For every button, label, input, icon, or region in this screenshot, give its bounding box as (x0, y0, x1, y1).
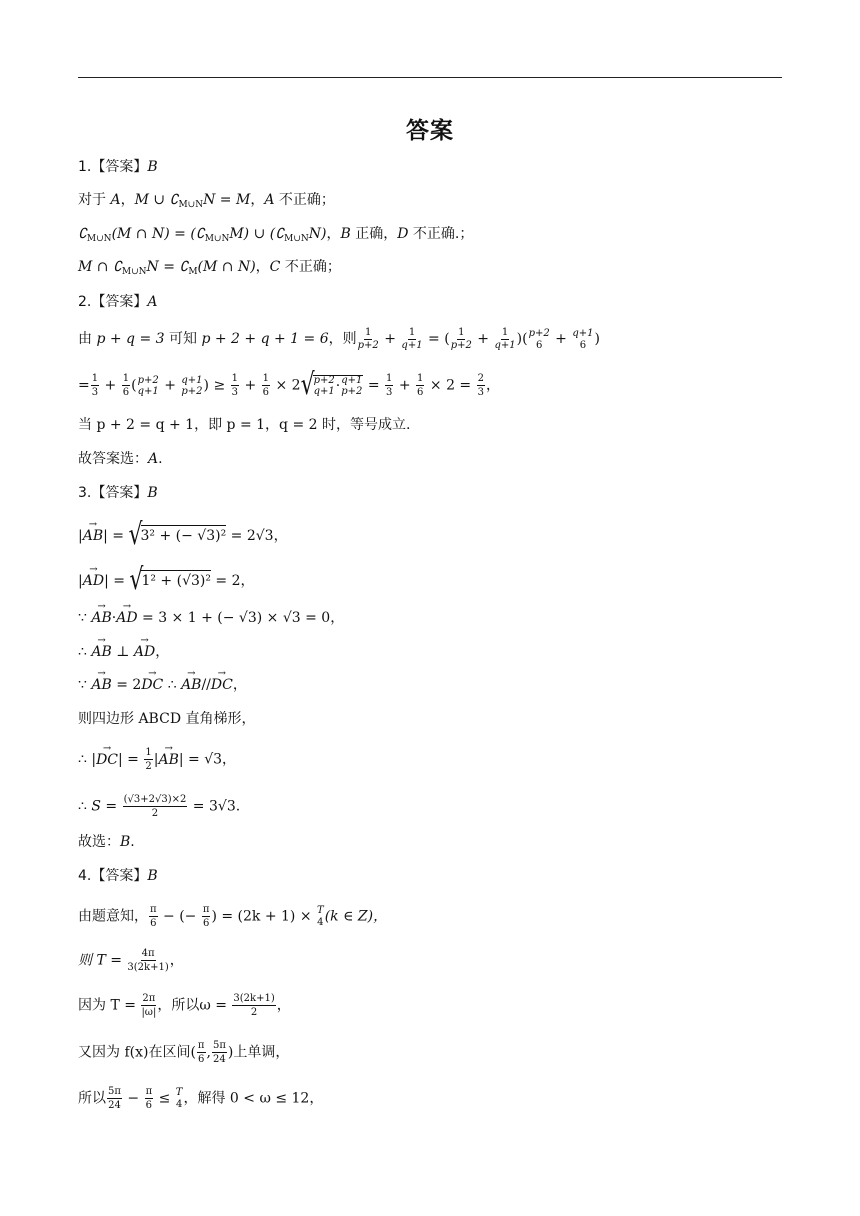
q4-line-5: 所以 $\frac{5\pi}{24}$ − $\frac{\pi}{6}$ ≤ T 4 ，解得 0 < ω ≤ 12， (78, 1086, 324, 1111)
q3-line-5: ∵ → AB = 2→ DC ∴ → AB//→ DC， (78, 675, 247, 695)
header-rule (78, 77, 782, 78)
q3-line-3: ∵ → AB·→ AD = 3 × 1 + (− √3) × √3 = 0， (78, 608, 344, 628)
q2-line-2: = $\frac{1}{3}$ + $\frac{1}{6}$ ( p+2 q+1 + q+1 p+2 ) ≥ $\frac{1}{3}$ + $\frac{1}{6}$ × 2√ p+2 q+1 · q+1 p+2 = $\frac{1}{3}$ + $\frac{1}{6}$ × 2 = $\frac{2}{3}$ ， (78, 367, 500, 402)
q1-heading: 1.【答案】B (78, 159, 158, 175)
q3-line-2: |→ AD| = √1² + (√3)² = 2， (78, 571, 255, 591)
q4-line-3: 因为 T = $\frac{2\pi}{|\omega|}$ ，所以ω = $\frac{3(2k+1)}{2}$ ， (78, 993, 291, 1018)
q4-heading: 4.【答案】B (78, 868, 158, 884)
q1-line-1: 对于 A，M ∪ $∁_{M\cup N}N = M$，A 不正确； (78, 192, 335, 210)
q1-line-3: M ∩ $∁_{M\cup N}N$ = $∁_M(M$ ∩ N)，C 不正确； (78, 259, 341, 277)
page-title: 答案 (406, 118, 454, 144)
q3-line-7: ∴ |→ DC| = $\frac{1}{2}$ |→ AB| = √3， (78, 747, 236, 772)
q2-line-4: 故答案选：A. (78, 451, 163, 467)
q3-answer: B (147, 485, 158, 501)
q3-line-1: |→ AB| = √3² + (− √3)² = 2√3， (78, 526, 288, 546)
q1-line-2: $∁_{M\cup N}(M$ ∩ $N) = (∁_{M\cup N}M)$ ∪ $(∁_{M\cup N}N)$，B 正确，D 不正确.； (78, 226, 474, 244)
q3-heading: 3.【答案】B (78, 485, 158, 501)
q4-line-2: 则 T = $\frac{4\pi}{3(2k+1)}$ ， (78, 948, 184, 973)
q2-line-3: 当 p + 2 = q + 1，即 p = 1，q = 2 时，等号成立. (78, 417, 411, 433)
q3-line-8: ∴ S = $\frac{(√3+2√3)\times 2}{2}$ = 3√3. (78, 794, 241, 819)
q2-line-1: 由 p + q = 3 可知 p + 2 + q + 1 = 6，则 $\frac{1}{p+2}$ + $\frac{1}{q+1}$ = ( $\frac{1}{p+2}$ + $\frac{1}{q+1}$ )( p+2 6 + q+1 6 ) (78, 327, 600, 351)
q4-answer: B (147, 868, 158, 884)
q1-answer: B (147, 159, 158, 175)
q3-line-9: 故选：B. (78, 834, 135, 850)
q3-line-4: ∴ → AB ⊥ → AD， (78, 642, 169, 662)
q4-line-4: 又因为 f(x)在区间( $\frac{\pi}{6}$ , $\frac{5\pi}{24}$ )上单调， (78, 1040, 290, 1065)
q2-answer: A (147, 294, 158, 310)
q2-heading: 2.【答案】A (78, 294, 158, 310)
q4-line-1: 由题意知， $\frac{\pi}{6}$ − (− $\frac{\pi}{6}$ ) = (2k + 1) × T 4 (k ∈ Z)， (78, 904, 388, 929)
q3-line-6: 则四边形 ABCD 直角梯形， (78, 711, 256, 727)
